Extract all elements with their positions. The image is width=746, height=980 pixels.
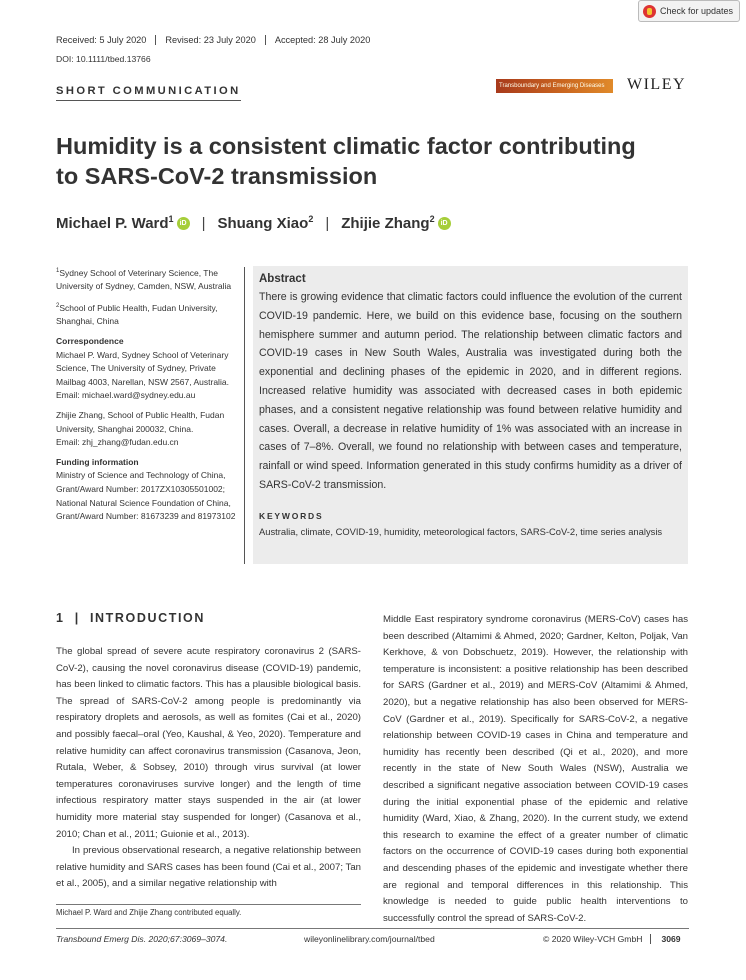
keywords-list: Australia, climate, COVID-19, humidity, meteorological factors, SARS-CoV-2, time series analysis bbox=[259, 525, 663, 537]
publisher-logo: WILEY bbox=[627, 76, 687, 93]
footnote: Michael P. Ward and Zhijie Zhang contributed equally. bbox=[56, 908, 242, 917]
check-for-updates-button[interactable] bbox=[638, 0, 740, 22]
body-column-right bbox=[383, 612, 688, 927]
footer-divider bbox=[56, 928, 689, 929]
abstract-heading: Abstract bbox=[259, 273, 306, 285]
article-title: Humidity is a consistent climatic factor contributing to SARS-CoV-2 transmission bbox=[56, 133, 636, 189]
funding-text: Ministry of Science and Technology of China, Grant/Award Number: 2017ZX10305501002; National Natural Science Foundation of China, Grant/Award Number: 81673239 and 81973102 bbox=[56, 470, 236, 522]
author-3[interactable]: Zhijie Zhang$^2$ bbox=[341, 214, 435, 232]
orcid-icon[interactable]: iD bbox=[177, 217, 190, 230]
divider bbox=[244, 267, 245, 564]
doi[interactable]: DOI: 10.1111/tbed.13766 bbox=[56, 54, 151, 64]
author-separator: | bbox=[201, 214, 206, 232]
footnote-divider bbox=[56, 904, 361, 905]
paragraph: Middle East respiratory syndrome coronavirus (MERS-CoV) cases has been described (Altamimi & Ahmed, 2020; Gardner, Kelton, Poljak, Van Kerkhove, & von Dobschuetz, 2019). However, the relationship with temperature is inconsistent: a positive relationship has been described for SARS (Gardner et al., 2019) and MERS-CoV (Altamimi & Ahmed, 2020), but a negative relationship has also been observed for MERS-CoV (Gardner et al., 2019). Specifically for SARS-CoV-2, a negative relationship between COVID-19 cases in China and temperature and humidity has recently been described (Qi et al., 2020), and more recently in the state of New South Wales (NSW), Australia we described a significant negative association between COVID-19 cases during the initial exponential phase of the epidemic and relative humidity (Ward, Xiao, & Zhang, 2020). In the current study, we extend this research to examine the effect of a greater number of climatic factors on the occurrence of COVID-19 cases during both exponential and descending phases of the epidemic and investigate whether there are regional and temporal differences in this relationship. This knowledge is needed to guide public health interventions to successfully control the spread of SARS-CoV-2. bbox=[383, 614, 688, 924]
copyright: © 2020 Wiley-VCH GmbH bbox=[543, 934, 643, 944]
received-date: Received: 5 July 2020 bbox=[56, 35, 147, 45]
abstract-box bbox=[253, 266, 688, 564]
body-column-left bbox=[56, 644, 361, 893]
check-for-updates-label: Check for updates bbox=[659, 6, 733, 16]
affiliation-2: $^2$School of Public Health, Fudan University, Shanghai, China bbox=[56, 302, 218, 327]
paragraph: The global spread of severe acute respiratory coronavirus 2 (SARS-CoV-2), causing the novel coronavirus disease (COVID-19) pandemic, has been linked to climatic factors. This has a plausible biological basis. The spread of SARS-CoV-2 among people is predominantly via respiratory droplets and aerosols, as well as fomites (Cai et al., 2020) and possibly faecal–oral (Yeo, Kaushal, & Yeo, 2020). Temperature and relative humidity can affect coronavirus transmission (Casanova, Jeon, Rutala, Weber, & Sobsey, 2010) through virus survival (at lower temperatures coronaviruses survive longer) and the length of time infectious respiratory matter stays suspended in the air (at lower humidity more material stay suspended for longer) (Casanova et al., 2010; Chan et al., 2011; Guionie et al., 2013). bbox=[56, 646, 361, 840]
article-type: SHORT COMMUNICATION bbox=[56, 85, 241, 101]
author-1[interactable]: Michael P. Ward$^1$ bbox=[56, 214, 174, 232]
section-heading: 1 | INTRODUCTION bbox=[56, 611, 205, 625]
email-link[interactable]: Email: zhj_zhang@fudan.edu.cn bbox=[56, 437, 179, 448]
crossmark-icon bbox=[643, 5, 656, 18]
footer-citation: Transbound Emerg Dis. 2020;67:3069–3074. bbox=[56, 934, 228, 944]
journal-banner-logo: Transboundary and Emerging Diseases bbox=[496, 79, 613, 93]
author-list bbox=[56, 214, 451, 232]
funding-heading: Funding information bbox=[56, 456, 139, 467]
email-link[interactable]: Email: michael.ward@sydney.edu.au bbox=[56, 390, 196, 401]
footer-right bbox=[543, 934, 681, 944]
revised-date: Revised: 23 July 2020 bbox=[155, 35, 264, 45]
author-separator: | bbox=[325, 214, 330, 232]
correspondence-1: Michael P. Ward, Sydney School of Veterinary Science, The University of Sydney, Private Mailbag 4003, Narellan, NSW 2567, Australia. Email: michael.ward@sydney.edu.au bbox=[56, 349, 229, 401]
abstract-text: There is growing evidence that climatic factors could influence the evolution of the current COVID-19 pandemic. Here, we build on this evidence base, focusing on the southern hemisphere summer and autumn period. The relationship between climatic factors and COVID-19 cases in New South Wales, Australia was investigated during both the exponential and declining phases of the epidemic in 2020, and in different regions. Increased relative humidity was associated with decreased cases in both epidemic phases, and a consistent negative relationship was found between relative humidity and cases. Overall, a decrease in relative humidity of 1% was associated with an increase in cases of 7–8%. Overall, we found no relationship with between cases and temperature, rainfall or wind speed. Information generated in this study confirms humidity as a driver of SARS-CoV-2 transmission. bbox=[259, 291, 682, 491]
accepted-date: Accepted: 28 July 2020 bbox=[265, 35, 380, 45]
keywords-heading: KEYWORDS bbox=[259, 510, 324, 521]
orcid-icon[interactable]: iD bbox=[438, 217, 451, 230]
correspondence-2: Zhijie Zhang, School of Public Health, Fudan University, Shanghai 200032, China. Email: zhj_zhang@fudan.edu.cn bbox=[56, 410, 225, 448]
affiliations-panel bbox=[56, 265, 236, 530]
author-2[interactable]: Shuang Xiao$^2$ bbox=[217, 214, 314, 232]
footer-url[interactable]: wileyonlinelibrary.com/journal/tbed bbox=[304, 934, 435, 944]
page-number: 3069 bbox=[650, 934, 680, 944]
article-dates bbox=[56, 35, 379, 45]
correspondence-heading: Correspondence bbox=[56, 336, 124, 347]
paragraph: In previous observational research, a negative relationship between relative humidity and SARS cases has been found (Cai et al., 2007; Tan et al., 2005), and a similar negative relationship with bbox=[56, 845, 361, 890]
affiliation-1: $^1$Sydney School of Veterinary Science, The University of Sydney, Camden, NSW, Australia bbox=[56, 267, 232, 292]
